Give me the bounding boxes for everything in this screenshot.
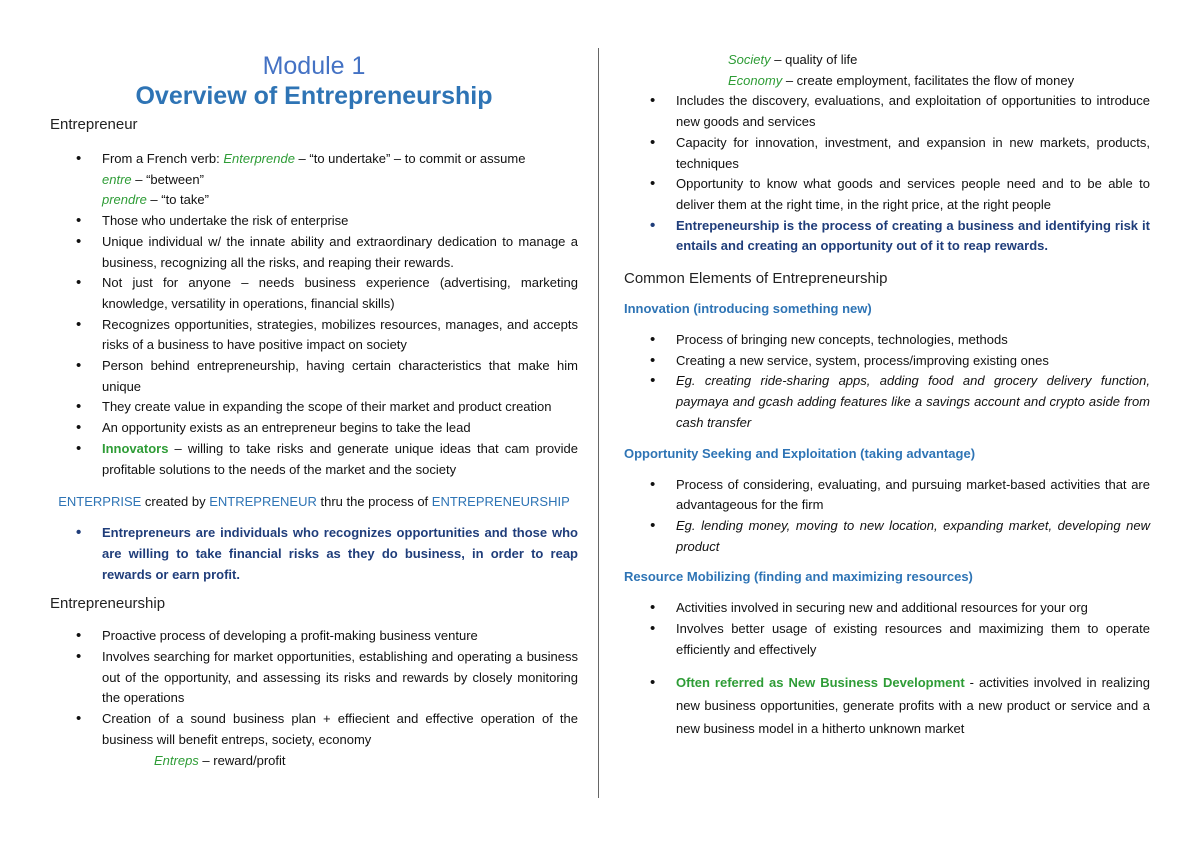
left-column — [50, 0, 578, 771]
list-item: • Unique individual w/ the innate ability and extraordinary dedication to manage a business, recognizing all the risks, and reaping their rewards. — [50, 232, 578, 273]
list-item: • Creation of a sound business plan + effiecient and effective operation of the business will benefit entreps, society, economy — [50, 709, 578, 750]
list-item: • Those who undertake the risk of enterprise — [50, 211, 578, 232]
list-item-nbd: • Often referred as New Business Development - activities involved in realizing new business opportunities, generate profits with a new product or service and a new business model in a hitherto unknown market — [624, 671, 1150, 740]
section-heading-entrepreneur: Entrepreneur — [50, 116, 138, 133]
list-item: • Not just for anyone – needs business experience (advertising, marketing knowledge, versatility in operations, financial skills) — [50, 273, 578, 314]
list-item: • Recognizes opportunities, strategies, mobilizes resources, manages, and accepts risks of a business to have positive impact on society — [50, 315, 578, 356]
list-item: • Involves searching for market opportunities, establishing and operating a business out of the opportunity, and assessing its risks and rewards by closely monitoring the operations — [50, 647, 578, 709]
list-item-innovators: • Innovators – willing to take risks and generate unique ideas that cam provide profitable solutions to the needs of the market and the society — [50, 439, 578, 480]
entrepreneurship-list — [50, 626, 578, 750]
definition-item: • Entrepeneurship is the process of creating a business and identifying risk it entails and creating an opportunity out of it to reap rewards. — [624, 216, 1150, 257]
page-title: Overview of Entrepreneurship — [135, 82, 493, 110]
subheading-opportunity: Opportunity Seeking and Exploitation (taking advantage) — [624, 445, 976, 461]
right-column — [624, 50, 1150, 740]
entrepreneur-items — [50, 211, 578, 480]
list-item: • Creating a new service, system, process/improving existing ones — [624, 351, 1150, 372]
economy-line: Economy – create employment, facilitates the flow of money — [728, 72, 1075, 88]
list-item: • Process of considering, evaluating, and pursuing market-based activities that are advantageous for the firm — [624, 475, 1150, 516]
list-item: • Includes the discovery, evaluations, and exploitation of opportunities to introduce new goods and services — [624, 91, 1150, 132]
nbd-list — [624, 671, 1150, 740]
list-item: • Involves better usage of existing resources and maximizing them to operate efficiently and effectively — [624, 619, 1150, 660]
list-item: • From a French verb: Enterprende – “to undertake” – to commit or assume — [50, 149, 578, 170]
list-item: • Proactive process of developing a profit-making business venture — [50, 626, 578, 647]
list-item: • Activities involved in securing new and additional resources for your org — [624, 598, 1150, 619]
prendre-line: prendre – “to take” — [102, 192, 209, 208]
list-item: • Person behind entrepreneurship, having certain characteristics that make him unique — [50, 356, 578, 397]
list-item: • Process of bringing new concepts, technologies, methods — [624, 330, 1150, 351]
entre-line: entre – “between” — [102, 171, 204, 187]
list-item: • Opportunity to know what goods and services people need and to be able to deliver them at the right time, in the right price, at the right people — [624, 174, 1150, 215]
section-heading-common-elements: Common Elements of Entrepreneurship — [624, 270, 888, 288]
entreps-line: Entreps – reward/profit — [154, 752, 286, 768]
list-item: • An opportunity exists as an entrepreneur begins to take the lead — [50, 418, 578, 439]
entrepreneurs-definition — [50, 523, 578, 585]
subheading-resource: Resource Mobilizing (finding and maximizing resources) — [624, 569, 973, 585]
column-divider — [598, 48, 599, 798]
society-line: Society – quality of life — [728, 52, 858, 67]
entrepreneurship-continued-list — [624, 91, 1150, 257]
example-item: • Eg. creating ride-sharing apps, adding food and grocery delivery function, paymaya and gcash adding features like a savings account and crypto aside from cash transfer — [624, 371, 1150, 433]
example-item: • Eg. lending money, moving to new location, expanding market, developing new product — [624, 516, 1150, 557]
opportunity-list — [624, 475, 1150, 558]
list-item: • Capacity for innovation, investment, and expansion in new markets, products, techniques — [624, 133, 1150, 174]
enterprise-line: ENTERPRISE created by ENTREPRENEUR thru the process of ENTREPRENEURSHIP — [58, 494, 570, 510]
french-verb-word: Enterprende — [223, 151, 295, 166]
subheading-innovation: Innovation (introducing something new) — [624, 301, 872, 317]
definition-item: • Entrepreneurs are individuals who recognizes opportunities and those who are willing to take financial risks as they do business, in order to reap rewards or earn profit. — [50, 523, 578, 585]
list-item: • They create value in expanding the scope of their market and product creation — [50, 397, 578, 418]
resource-list — [624, 598, 1150, 660]
section-heading-entrepreneurship: Entrepreneurship — [50, 595, 166, 613]
module-title: Module 1 — [262, 52, 366, 80]
innovation-list — [624, 330, 1150, 434]
entrepreneur-list — [50, 149, 578, 170]
